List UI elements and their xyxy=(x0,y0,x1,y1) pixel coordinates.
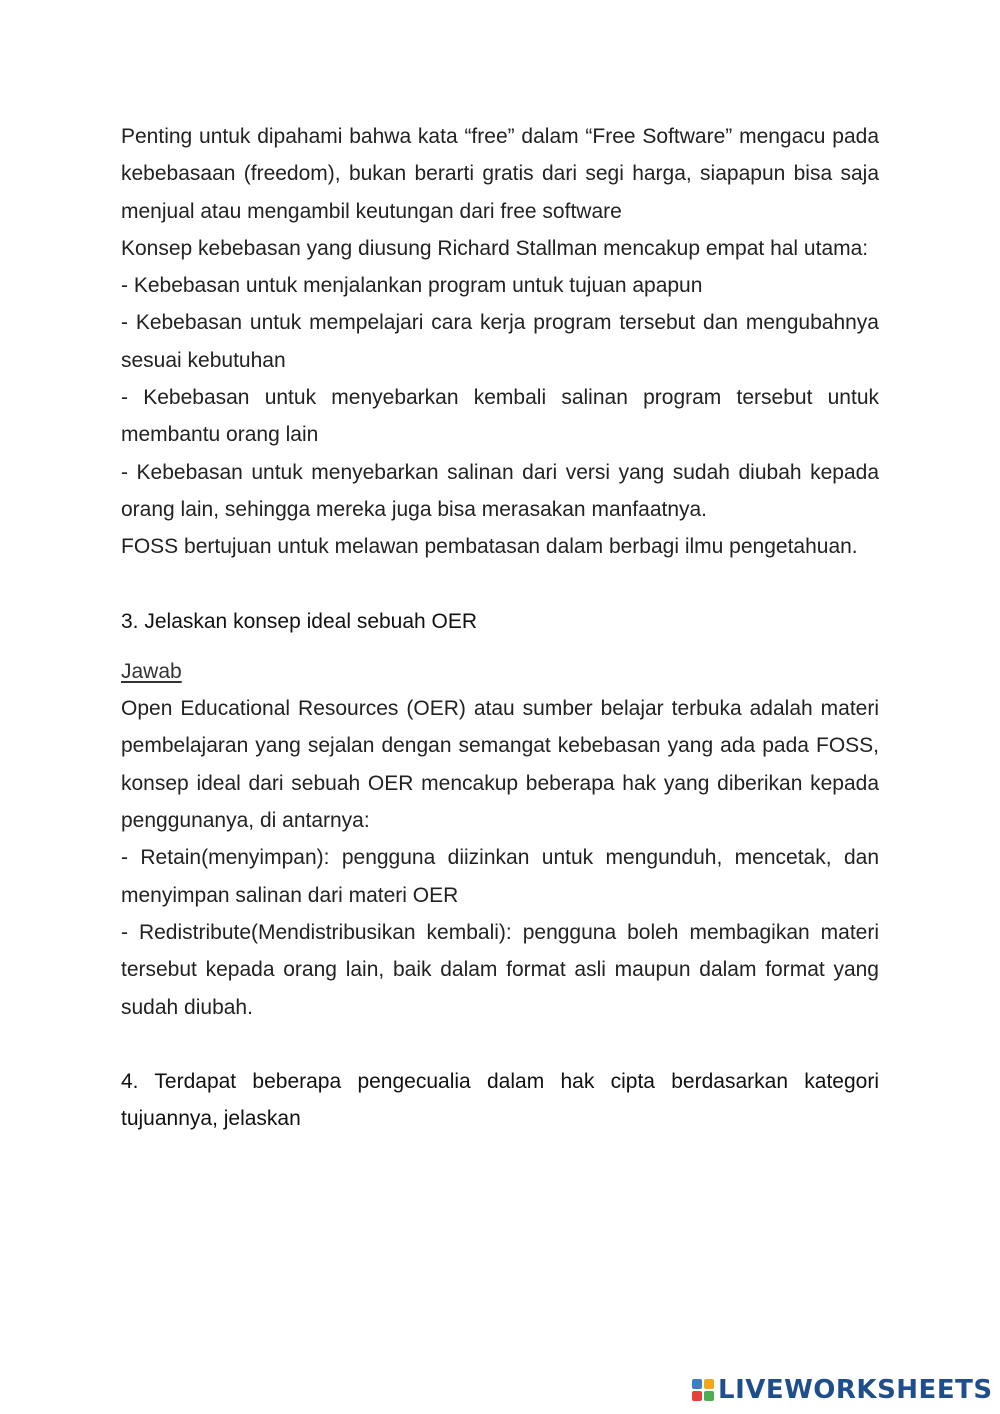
oer-right-redistribute: - Redistribute(Mendistribusikan kembali): pengguna boleh membagikan materi tersebut kepada orang lain, baik dalam format asli maupun dalam format yang sudah diubah. xyxy=(121,920,879,1019)
freedom-item-2: - Kebebasan untuk mempelajari cara kerja program tersebut dan mengubahnya sesuai kebutuhan xyxy=(121,311,879,372)
liveworksheets-logo-icon xyxy=(692,1379,714,1401)
answer-label: Jawab xyxy=(121,659,182,683)
freedom-item-4: - Kebebasan untuk menyebarkan salinan dari versi yang sudah diubah kepada orang lain, sehingga mereka juga bisa merasakan manfaatnya. xyxy=(121,460,879,521)
liveworksheets-logo-text: LIVEWORKSHEETS xyxy=(718,1375,993,1405)
liveworksheets-logo xyxy=(692,1375,993,1405)
oer-right-retain: - Retain(menyimpan): pengguna diizinkan untuk mengunduh, mencetak, dan menyimpan salinan dari materi OER xyxy=(121,846,879,907)
spacer xyxy=(121,640,879,653)
worksheet-page xyxy=(121,118,879,1137)
oer-definition-paragraph: Open Educational Resources (OER) atau sumber belajar terbuka adalah materi pembelajaran yang sejalan dengan semangat kebebasan yang ada pada FOSS, konsep ideal dari sebuah OER mencakup beberapa hak yang diberikan kepada penggunanya, di antarnya: xyxy=(121,697,879,833)
logo-square-4 xyxy=(704,1391,714,1401)
spacer xyxy=(121,1026,879,1063)
spacer xyxy=(121,566,879,603)
intro-paragraph-stallman-concept: Konsep kebebasan yang diusung Richard Stallman mencakup empat hal utama: xyxy=(121,236,869,260)
logo-square-1 xyxy=(692,1379,702,1389)
freedom-item-3: - Kebebasan untuk menyebarkan kembali salinan program tersebut untuk membantu orang lain xyxy=(121,386,879,447)
logo-square-2 xyxy=(704,1379,714,1389)
logo-square-3 xyxy=(692,1391,702,1401)
freedom-item-1: - Kebebasan untuk menjalankan program untuk tujuan apapun xyxy=(121,274,703,298)
question-3-heading: 3. Jelaskan konsep ideal sebuah OER xyxy=(121,609,478,633)
question-4-heading: 4. Terdapat beberapa pengecualia dalam hak cipta berdasarkan kategori tujuannya, jelaskan xyxy=(121,1069,879,1131)
intro-paragraph-free-meaning: Penting untuk dipahami bahwa kata “free” dalam “Free Software” mengacu pada kebebasaan (freedom), bukan berarti gratis dari segi harga, siapapun bisa saja menjual atau mengambil keutungan dari free software xyxy=(121,125,879,223)
intro-paragraph-foss-goal: FOSS bertujuan untuk melawan pembatasan dalam berbagi ilmu pengetahuan. xyxy=(121,535,858,559)
